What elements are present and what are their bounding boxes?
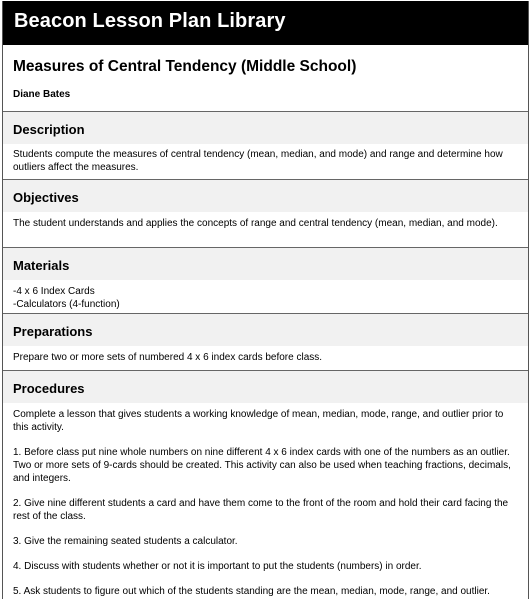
objectives-heading: Objectives (3, 180, 528, 212)
preparations-section (3, 314, 528, 371)
description-heading: Description (3, 112, 528, 144)
material-item: -Calculators (4-function) (13, 299, 120, 310)
materials-section (3, 248, 528, 314)
materials-heading: Materials (3, 248, 528, 280)
materials-list (13, 280, 518, 311)
site-header (3, 1, 528, 45)
material-item: -4 x 6 Index Cards (13, 286, 95, 297)
lesson-title: Measures of Central Tendency (Middle School) (13, 58, 357, 75)
lesson-title-block (3, 45, 528, 112)
preparations-heading: Preparations (3, 314, 528, 346)
procedures-heading: Procedures (3, 371, 528, 403)
procedure-step: 2. Give nine different students a card and have them come to the front of the room and hold their card facing the rest of the class. (13, 498, 509, 522)
procedure-step: 5. Ask students to figure out which of the students standing are the mean, median, mode, range, and outlier. (13, 586, 490, 597)
procedure-step: 4. Discuss with students whether or not it is important to put the students (numbers) in order. (13, 561, 422, 572)
description-section (3, 112, 528, 180)
lesson-page (2, 1, 529, 599)
description-text: Students compute the measures of central tendency (mean, median, and mode) and range and determine how outliers affect the measures. (13, 149, 503, 173)
objectives-text: The student understands and applies the concepts of range and central tendency (mean, median, and mode). (13, 218, 498, 229)
procedure-step: 1. Before class put nine whole numbers on nine different 4 x 6 index cards with one of the numbers as an outlier. Two or more sets of 9-cards should be created. This activity can also be used when teaching fractions, decimals, and integers. (13, 447, 511, 484)
procedures-body (13, 403, 518, 598)
procedures-section (3, 371, 528, 599)
lesson-author: Diane Bates (13, 89, 71, 100)
site-title: Beacon Lesson Plan Library (14, 10, 286, 32)
procedure-step: 3. Give the remaining seated students a calculator. (13, 536, 238, 547)
objectives-section (3, 180, 528, 248)
preparations-text: Prepare two or more sets of numbered 4 x 6 index cards before class. (13, 352, 323, 363)
procedure-paragraph: Complete a lesson that gives students a working knowledge of mean, median, mode, range, and outlier prior to this activity. (13, 409, 504, 433)
